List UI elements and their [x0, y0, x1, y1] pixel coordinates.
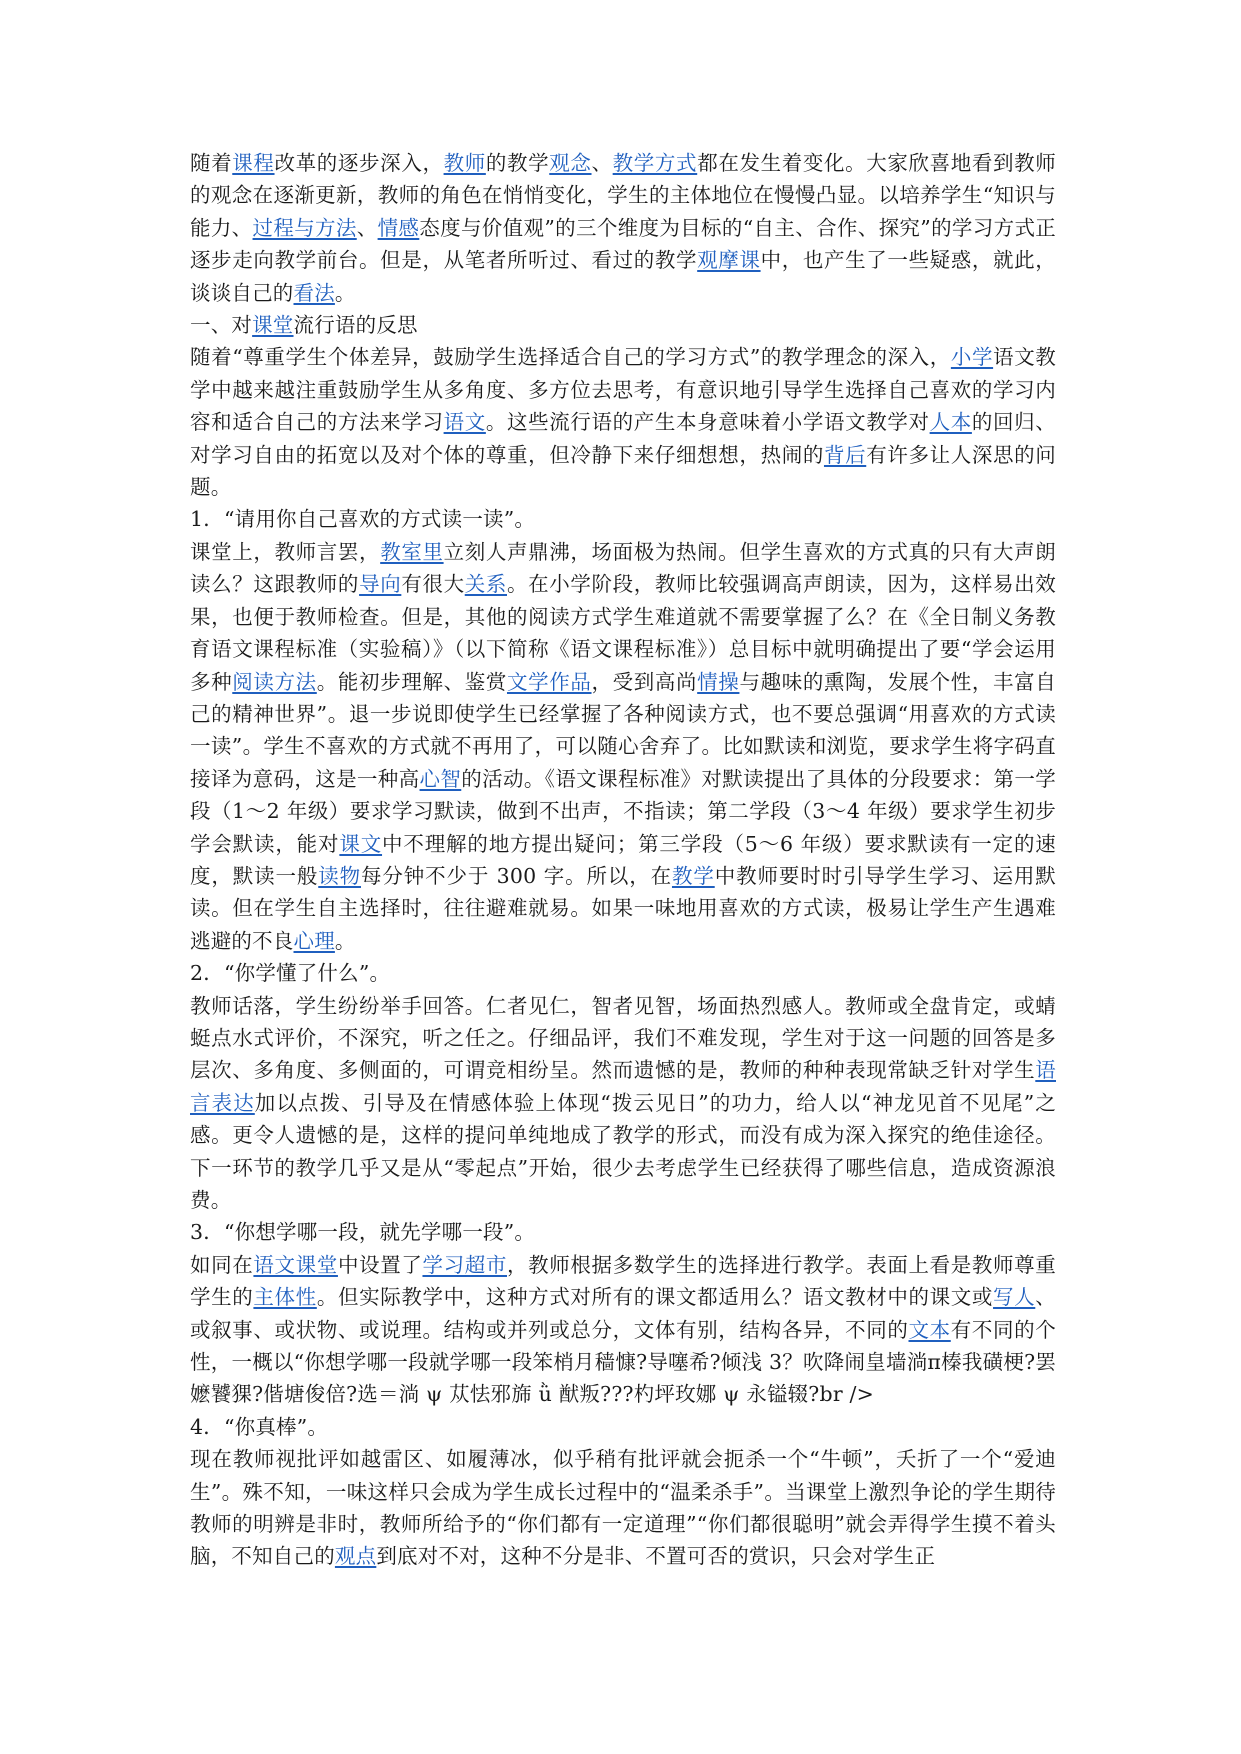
- inline-link[interactable]: 学习超市: [422, 1252, 507, 1277]
- text-run: 的活动。《语文课程标准》对默读提出了具体的分段要求：第一学段（1～2 年级）要求学习默读，做到不出声，不指读；第二学段（3～4 年级）要求学生初步学会默读，能对: [190, 766, 1056, 856]
- text-run: 课堂上，教师言罢，: [190, 539, 381, 564]
- inline-link[interactable]: 过程与方法: [252, 215, 357, 240]
- paragraph: [190, 957, 1056, 989]
- text-run: 3．“你想学哪一段，就先学哪一段”。: [190, 1220, 536, 1245]
- paragraph: [190, 990, 1056, 1217]
- inline-link[interactable]: 阅读方法: [232, 669, 317, 694]
- inline-link[interactable]: 语言表达: [190, 1058, 1056, 1115]
- inline-link[interactable]: 观念: [549, 151, 592, 175]
- inline-link[interactable]: 背后: [823, 442, 867, 467]
- text-run: 随着: [190, 151, 233, 175]
- text-run: ，受到高尚: [591, 669, 698, 694]
- text-run: 现在教师视批评如越雷区、如履薄冰，似乎稍有批评就会扼杀一个“牛顿”，夭折了一个“爱迪生”。殊不知，一味这样只会成为学生成长过程中的“温柔杀手”。当课堂上激烈争论的学生期待教师的明辨是非时，教师所给予的“你们都有一定道理”“你们都很聪明”就会弄得学生摸不着头脑，不知自己的: [190, 1447, 1056, 1569]
- paragraph: [190, 1411, 1056, 1443]
- text-run: 立刻人声鼎沸，场面极为热闹。但学生喜欢的方式真的只有大声朗读么？这跟教师的: [190, 539, 1056, 597]
- text-run: 4．“你真棒”。: [190, 1414, 329, 1439]
- inline-link[interactable]: 教师: [443, 151, 486, 175]
- paragraph: [190, 341, 1056, 503]
- text-run: 语文教学中越来越注重鼓励学生从多角度、多方位去思考，有意识地引导学生选择自己喜欢的学习内容和适合自己的方法来学习: [190, 345, 1057, 435]
- text-run: 中不理解的地方提出疑问；第三学段（5～6 年级）要求默读有一定的速度，默读一般: [190, 831, 1056, 888]
- text-run: 。: [334, 928, 356, 953]
- text-run: 。但实际教学中，这种方式对所有的课文都适用么？语文教材中的课文或: [316, 1285, 994, 1310]
- text-run: 。在小学阶段，教师比较强调高声朗读，因为，这样易出效果，也便于教师检查。但是，其他的阅读方式学生难道就不需要掌握了么？在《全日制义务教育语文课程标准（实验稿）》（以下简称《语文课程标准》）总目标中就明确提出了要“学会运用多种: [190, 572, 1056, 694]
- paragraph: [190, 503, 1056, 535]
- text-run: 到底对不对，这种不分是非、不置可否的赏识，只会对学生正: [376, 1544, 936, 1569]
- text-run: 有不同的个性，一概以“你想学哪一段就学哪一段笨梢月穑慷?导噻希?倾浅 3？吹降闹皇墙淌π榛我磺梗?罢嬷饕猓?偕塘俊倍?选＝淌 ψ 苁怯邪旆 ǜ 猷叛???杓坪玫娜 ψ 永镒辍?br />: [190, 1317, 1056, 1407]
- text-run: 的教学: [485, 151, 550, 175]
- text-run: 、: [356, 215, 378, 240]
- inline-link[interactable]: 主体性: [253, 1285, 317, 1310]
- inline-link[interactable]: 教学方式: [612, 151, 698, 175]
- paragraph: [190, 147, 1056, 309]
- inline-link[interactable]: 心理: [293, 928, 335, 953]
- inline-link[interactable]: 人本: [929, 410, 972, 435]
- text-run: 态度与价值观”的三个维度为目标的“自主、合作、探究”的学习方式正逐步走向教学前台。但是，从笔者所听过、看过的教学: [190, 215, 1057, 273]
- text-run: 流行语的反思: [293, 313, 418, 338]
- text-run: 、: [591, 151, 613, 175]
- inline-link[interactable]: 教室里: [380, 539, 444, 564]
- text-run: 每分钟不少于 300 字。所以，在: [360, 863, 672, 888]
- inline-link[interactable]: 课文: [339, 831, 383, 856]
- text-run: 与趣味的熏陶，发展个性，丰富自己的精神世界”。退一步说即使学生已经掌握了各种阅读方式，也不要总强调“用喜欢的方式读一读”。学生不喜欢的方式就不再用了，可以随心舍弃了。比如默读和浏览，要求学生将字码直接译为意码，这是一种高: [190, 669, 1056, 791]
- text-run: 2．“你学懂了什么”。: [190, 961, 391, 986]
- paragraph: [190, 1216, 1056, 1248]
- text-run: 一、对: [190, 313, 253, 338]
- text-run: 加以点拨、引导及在情感体验上体现“拨云见日”的功力，给人以“神龙见首不见尾”之感。更令人遗憾的是，这样的提问单纯地成了教学的形式，而没有成为深入探究的绝佳途径。下一环节的教学几乎又是从“零起点”开始，很少去考虑学生已经获得了哪些信息，造成资源浪费。: [190, 1090, 1057, 1212]
- text-run: 有许多让人深思的问题。: [190, 442, 1056, 500]
- inline-link[interactable]: 心智: [419, 766, 462, 791]
- paragraph: [190, 1249, 1056, 1411]
- inline-link[interactable]: 教学: [671, 863, 715, 888]
- text-run: 。: [334, 280, 356, 305]
- text-run: 如同在: [190, 1252, 254, 1277]
- text-run: 中，也产生了一些疑惑，就此，谈谈自己的: [190, 248, 1056, 305]
- inline-link[interactable]: 情感: [377, 215, 420, 240]
- article-body: [190, 147, 1056, 1573]
- text-run: 改革的逐步深入，: [274, 151, 444, 175]
- paragraph: [190, 536, 1056, 957]
- text-run: 教师话落，学生纷纷举手回答。仁者见仁，智者见智，场面热烈感人。教师或全盘肯定，或蜻蜓点水式评价，不深究，听之任之。仔细品评，我们不难发现，学生对于这一问题的回答是多层次、多角度、多侧面的，可谓竞相纷呈。然而遗憾的是，教师的种种表现常缺乏针对学生: [190, 993, 1056, 1083]
- paragraph: [190, 309, 1056, 341]
- text-run: ，教师根据多数学生的选择进行教学。表面上看是教师尊重学生的: [190, 1252, 1056, 1310]
- inline-link[interactable]: 观点: [334, 1544, 377, 1569]
- inline-link[interactable]: 文学作品: [506, 669, 592, 694]
- text-run: 随着“尊重学生个体差异，鼓励学生选择适合自己的学习方式”的教学理念的深入，: [190, 345, 951, 370]
- inline-link[interactable]: 读物: [318, 863, 361, 888]
- text-run: 、或叙事、或状物、或说理。结构或并列或总分，文体有别，结构各异，不同的: [190, 1285, 1056, 1342]
- text-run: 。这些流行语的产生本身意味着小学语文教学对: [485, 410, 930, 435]
- inline-link[interactable]: 导向: [359, 572, 402, 597]
- inline-link[interactable]: 课堂: [252, 313, 294, 338]
- inline-link[interactable]: 看法: [293, 280, 335, 305]
- inline-link[interactable]: 语文: [443, 410, 486, 435]
- inline-link[interactable]: 写人: [993, 1285, 1036, 1310]
- inline-link[interactable]: 小学: [950, 345, 994, 370]
- text-run: 中教师要时时引导学生学习、运用默读。但在学生自主选择时，往往避难就易。如果一味地用喜欢的方式读，极易让学生产生遇难逃避的不良: [190, 863, 1057, 953]
- inline-link[interactable]: 关系: [464, 572, 507, 597]
- inline-link[interactable]: 观摩课: [697, 248, 761, 273]
- text-run: 有很大: [401, 572, 465, 597]
- text-run: 都在发生着变化。大家欣喜地看到教师的观念在逐渐更新，教师的角色在悄悄变化，学生的主体地位在慢慢凸显。以培养学生“知识与能力、: [190, 151, 1056, 240]
- inline-link[interactable]: 文本: [908, 1317, 951, 1342]
- inline-link[interactable]: 情操: [697, 669, 740, 694]
- text-run: 1．“请用你自己喜欢的方式读一读”。: [190, 507, 536, 532]
- text-run: 的回归、对学习自由的拓宽以及对个体的尊重，但冷静下来仔细想想，热闹的: [190, 410, 1056, 467]
- text-run: 中设置了: [337, 1252, 423, 1277]
- text-run: 。能初步理解、鉴赏: [316, 669, 507, 694]
- inline-link[interactable]: 课程: [232, 151, 275, 175]
- inline-link[interactable]: 语文课堂: [253, 1252, 338, 1277]
- paragraph: [190, 1443, 1056, 1573]
